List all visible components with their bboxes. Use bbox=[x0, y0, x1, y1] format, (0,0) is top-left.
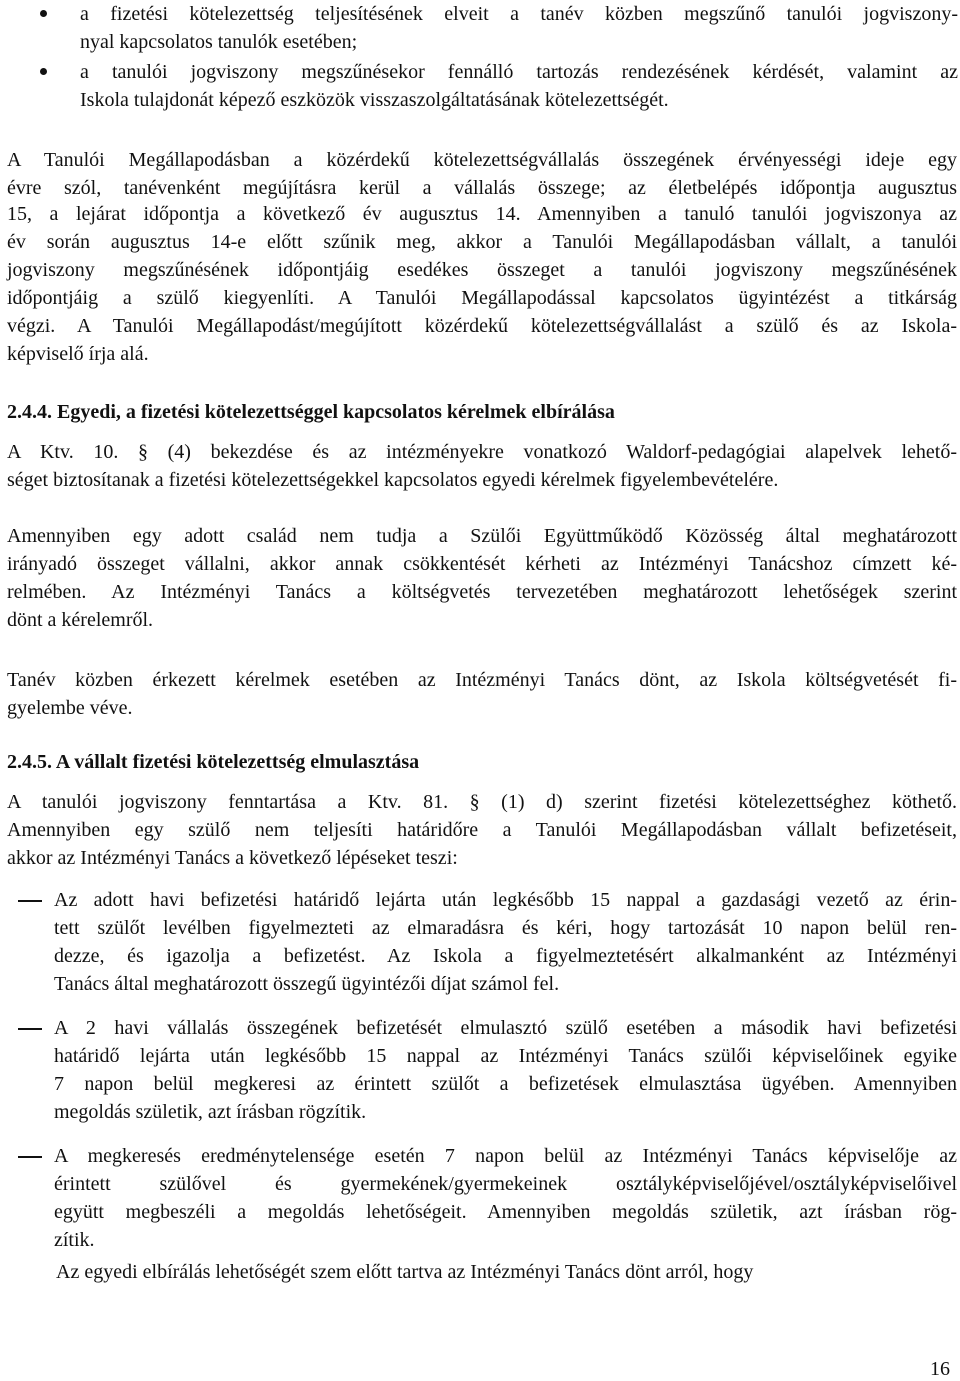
section-heading-2-4-4: 2.4.4. Egyedi, a fizetési kötelezettséggel kapcsolatos kérelmek elbírálása bbox=[7, 401, 615, 423]
dash-3-line-1: A megkeresés eredménytelensége esetén 7 napon belül az Intézményi Tanács képviselője az bbox=[54, 1145, 957, 1167]
p1-line-8: képviselő írja alá. bbox=[7, 343, 149, 365]
bullet-1-line-1: a fizetési kötelezettség teljesítésének elveit a tanév közben megszűnő tanulói jogviszony- bbox=[80, 3, 958, 25]
p5-line-3: akkor az Intézményi Tanács a következő lépéseket teszi: bbox=[7, 847, 458, 869]
p4-line-1: Tanév közben érkezett kérelmek esetében az Intézményi Tanács dönt, az Iskola költségvetését fi- bbox=[7, 669, 957, 691]
p1-line-4: év során augusztus 14-e előtt szűnik meg, akkor a Tanulói Megállapodásban vállalt, a tanulói bbox=[7, 231, 957, 253]
bullet-2-line-1: a tanulói jogviszony megszűnésekor fennálló tartozás rendezésének kérdését, valamint az bbox=[80, 61, 958, 83]
p2-line-2: séget biztosítanak a fizetési kötelezettségekkel kapcsolatos egyedi kérelmek figyelembevételére. bbox=[7, 469, 779, 491]
section-heading-2-4-5: 2.4.5. A vállalt fizetési kötelezettség elmulasztása bbox=[7, 751, 420, 773]
dash-1-line-2: tett szülőt levélben figyelmezteti az elmaradásra és kéri, hogy tartozását 10 napon belül ren- bbox=[54, 917, 957, 939]
dash-icon bbox=[18, 1028, 42, 1030]
dash-2-line-4: megoldás születik, azt írásban rögzítik. bbox=[54, 1101, 367, 1123]
dash-3-line-4: zítik. bbox=[54, 1229, 95, 1251]
p1-line-1: A Tanulói Megállapodásban a közérdekű kötelezettségvállalás összegének érvényességi ideje egy bbox=[7, 149, 957, 171]
dash-2-line-3: 7 napon belül megkeresi az érintett szülőt a befizetések elmulasztása ügyében. Amennyiben bbox=[54, 1073, 957, 1095]
p3-line-3: relmében. Az Intézményi Tanács a költségvetés tervezetében meghatározott lehetőségek szerint bbox=[7, 581, 957, 603]
dash-3-line-3: együtt megbeszéli a megoldás lehetőségeit. Amennyiben megoldás születik, azt írásban rög- bbox=[54, 1201, 957, 1223]
p3-line-4: dönt a kérelemről. bbox=[7, 609, 154, 631]
dash-1-line-3: dezze, és igazolja a befizetést. Az Iskola a figyelmeztetésért alkalmanként az Intézményi bbox=[54, 945, 957, 967]
bullet-2-line-2: Iskola tulajdonát képező eszközök visszaszolgáltatásának kötelezettségét. bbox=[80, 89, 669, 111]
dash-icon bbox=[18, 1156, 42, 1158]
dash-1-line-4: Tanács által meghatározott összegű ügyintézői díjat számol fel. bbox=[54, 973, 560, 995]
closing-line: Az egyedi elbírálás lehetőségét szem előtt tartva az Intézményi Tanács dönt arról, hogy bbox=[56, 1261, 754, 1283]
dash-3-line-2: érintett szülővel és gyermekének/gyermekeinek osztályképviselőjével/osztályképviselőivel bbox=[54, 1173, 957, 1195]
p3-line-1: Amennyiben egy adott család nem tudja a Szülői Együttműködő Közösség által meghatározott bbox=[7, 525, 957, 547]
p1-line-5: jogviszony megszűnésének időpontjáig esedékes összeget a tanulói jogviszony megszűnésének bbox=[7, 259, 957, 281]
page-number: 16 bbox=[930, 1358, 950, 1380]
p4-line-2: gyelembe véve. bbox=[7, 697, 133, 719]
p2-line-1: A Ktv. 10. § (4) bekezdése és az intézményekre vonatkozó Waldorf-pedagógiai alapelvek lehető- bbox=[7, 441, 957, 463]
p5-line-1: A tanulói jogviszony fenntartása a Ktv. 81. § (1) d) szerint fizetési kötelezettséghez köthető. bbox=[7, 791, 957, 813]
p1-line-7: végzi. A Tanulói Megállapodást/megújított közérdekű kötelezettségvállalást a szülő és az Iskola- bbox=[7, 315, 957, 337]
p1-line-3: 15, a lejárat időpontja a következő év augusztus 14. Amennyiben a tanuló tanulói jogviszonya az bbox=[7, 203, 957, 225]
bullet-icon bbox=[40, 10, 47, 17]
p5-line-2: Amennyiben egy szülő nem teljesíti határidőre a Tanulói Megállapodásban vállalt befizetéseit, bbox=[7, 819, 957, 841]
dash-icon bbox=[18, 900, 42, 902]
dash-1-line-1: Az adott havi befizetési határidő lejárta után legkésőbb 15 nappal a gazdasági vezető az érin- bbox=[54, 889, 957, 911]
bullet-icon bbox=[40, 68, 47, 75]
dash-2-line-1: A 2 havi vállalás összegének befizetését elmulasztó szülő esetében a második havi befizetési bbox=[54, 1017, 957, 1039]
p1-line-6: időpontjáig a szülő kiegyenlíti. A Tanulói Megállapodással kapcsolatos ügyintézést a titkárság bbox=[7, 287, 957, 309]
p3-line-2: irányadó összeget vállalni, akkor annak csökkentését kérheti az Intézményi Tanácshoz címzett ké- bbox=[7, 553, 957, 575]
p1-line-2: évre szól, tanévenként megújításra kerül a vállalás összege; az életbelépés időpontja augusztus bbox=[7, 177, 957, 199]
bullet-1-line-2: nyal kapcsolatos tanulók esetében; bbox=[80, 31, 358, 53]
dash-2-line-2: határidő lejárta után legkésőbb 15 nappal az Intézményi Tanács szülői képviselőinek egyike bbox=[54, 1045, 957, 1067]
